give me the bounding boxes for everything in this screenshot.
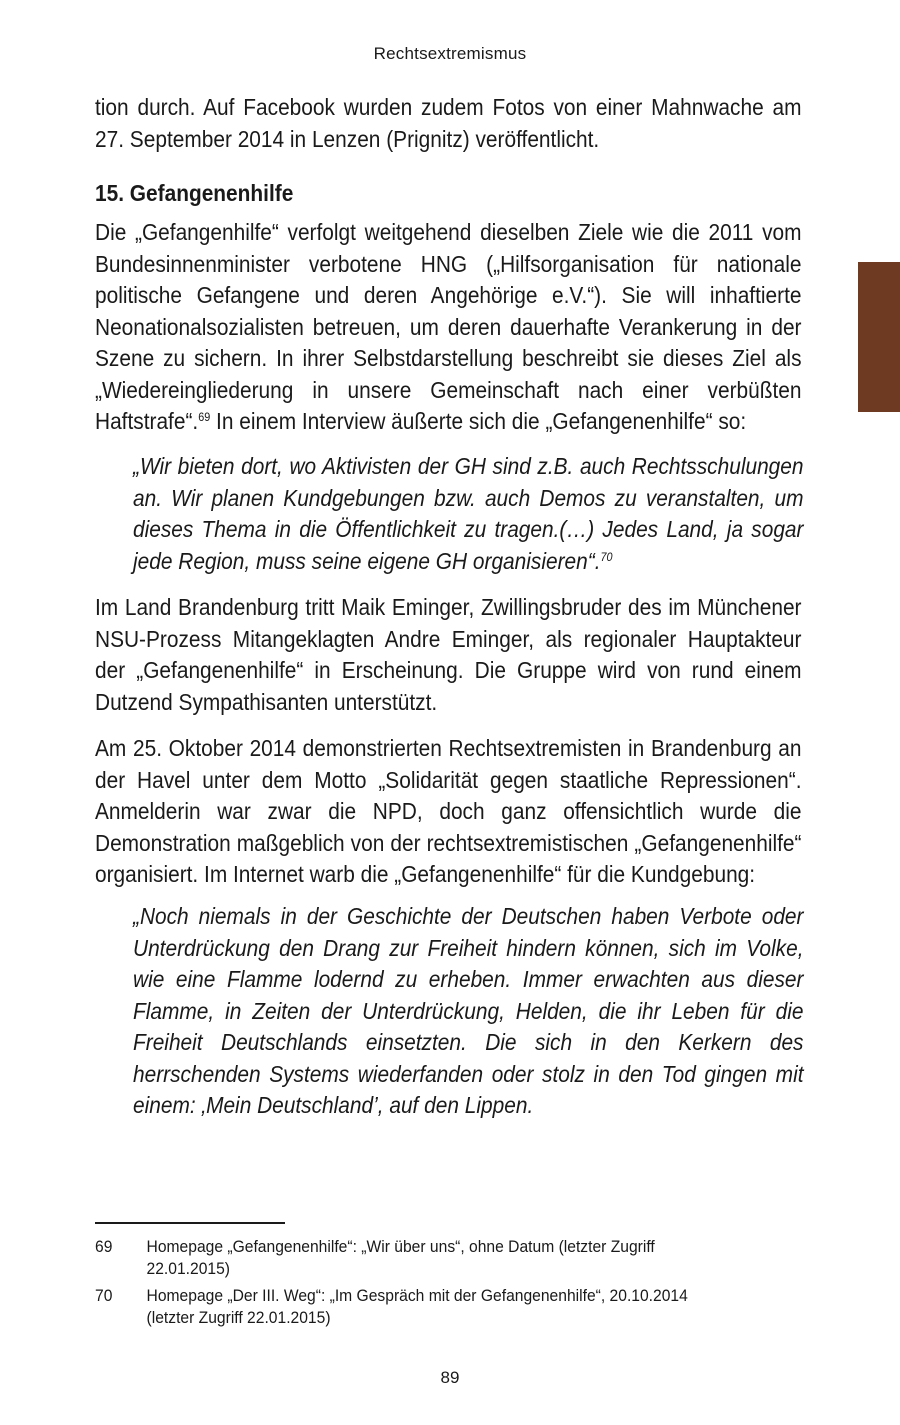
paragraph-2: Im Land Brandenburg tritt Maik Eminger, Zwillingsbruder des im Münchener NSU-Prozess Mitangeklagten Andre Eminger, als regionaler Hauptakteur der „Gefangenenhilfe“ in Erscheinung. Die Gruppe wird von rund einem Dutzend Sympathisanten unterstützt. <box>95 594 802 715</box>
footnote-70 <box>95 1285 739 1329</box>
quote-1-text: „Wir bieten dort, wo Aktivisten der GH sind z.B. auch Rechtsschulungen an. Wir planen Kundgebungen bzw. auch Demos zu veranstalten, um dieses Thema in die Öffentlichkeit zu tragen.(…) Jedes Land, ja sogar jede Region, muss seine eigene GH organisieren“. <box>133 453 804 574</box>
footnote-rule <box>95 1222 285 1224</box>
paragraph-3: Am 25. Oktober 2014 demonstrierten Rechtsextremisten in Brandenburg an der Havel unter dem Motto „Solidarität gegen staatliche Repressionen“. Anmelderin war zwar die NPD, doch ganz offensichtlich wurde die Demonstration maßgeblich von der rechtsextremistischen „Gefangenenhilfe“ organisiert. Im Internet warb die „Gefangenenhilfe“ für die Kundgebung: <box>95 735 802 887</box>
footnote-text: Homepage „Der III. Weg“: „Im Gespräch mit der Gefangenenhilfe“, 20.10.2014 (letzter Zugriff 22.01.2015) <box>146 1286 688 1327</box>
footnote-ref-69: 69 <box>198 410 211 424</box>
chapter-tab-marker <box>858 262 900 412</box>
intro-paragraph: tion durch. Auf Facebook wurden zudem Fotos von einer Mahnwache am 27. September 2014 in Lenzen (Prignitz) veröffentlicht. <box>95 94 802 152</box>
footnote-text: Homepage „Gefangenenhilfe“: „Wir über uns“, ohne Datum (letzter Zugriff 22.01.2015) <box>146 1237 655 1278</box>
paragraph-1 <box>95 217 802 438</box>
running-header: Rechtsextremismus <box>373 44 527 63</box>
section-heading: 15. Gefangenenhilfe <box>95 180 294 206</box>
footnote-number: 69 <box>95 1237 113 1256</box>
page-number: 89 <box>440 1368 460 1387</box>
quote-1 <box>133 451 804 577</box>
quote-2: „Noch niemals in der Geschichte der Deutschen haben Verbote oder Unterdrückung den Drang zur Freiheit hindern können, sich im Volke, wie eine Flamme lodernd zu erheben. Immer erwachten aus dieser Flamme, in Zeiten der Unterdrückung, Helden, die ihr Leben für die Freiheit Deutschlands einsetzten. Die sich in den Kerkern des herrschenden Systems wiederfanden oder stolz in den Tod gingen mit einem: ‚Mein Deutschland’, auf den Lippen. <box>133 903 804 1118</box>
footnote-69 <box>95 1236 739 1280</box>
footnote-ref-70: 70 <box>600 549 613 564</box>
paragraph-1-text: Die „Gefangenhilfe“ verfolgt weitgehend dieselben Ziele wie die 2011 vom Bundesinnenminister verbotene HNG („Hilfsorganisation für nationale politische Gefangene und deren Angehörige e.V.“). Sie will inhaftierte Neonationalsozialisten betreuen, um deren dauerhafte Verankerung in der Szene zu sichern. In ihrer Selbstdarstellung beschreibt sie dieses Ziel als „Wiedereingliederung in unsere Gemeinschaft nach einer verbüßten Haftstrafe“. <box>95 219 802 434</box>
paragraph-1-tail: In einem Interview äußerte sich die „Gefangenenhilfe“ so: <box>210 408 747 434</box>
footnote-number: 70 <box>95 1286 113 1305</box>
